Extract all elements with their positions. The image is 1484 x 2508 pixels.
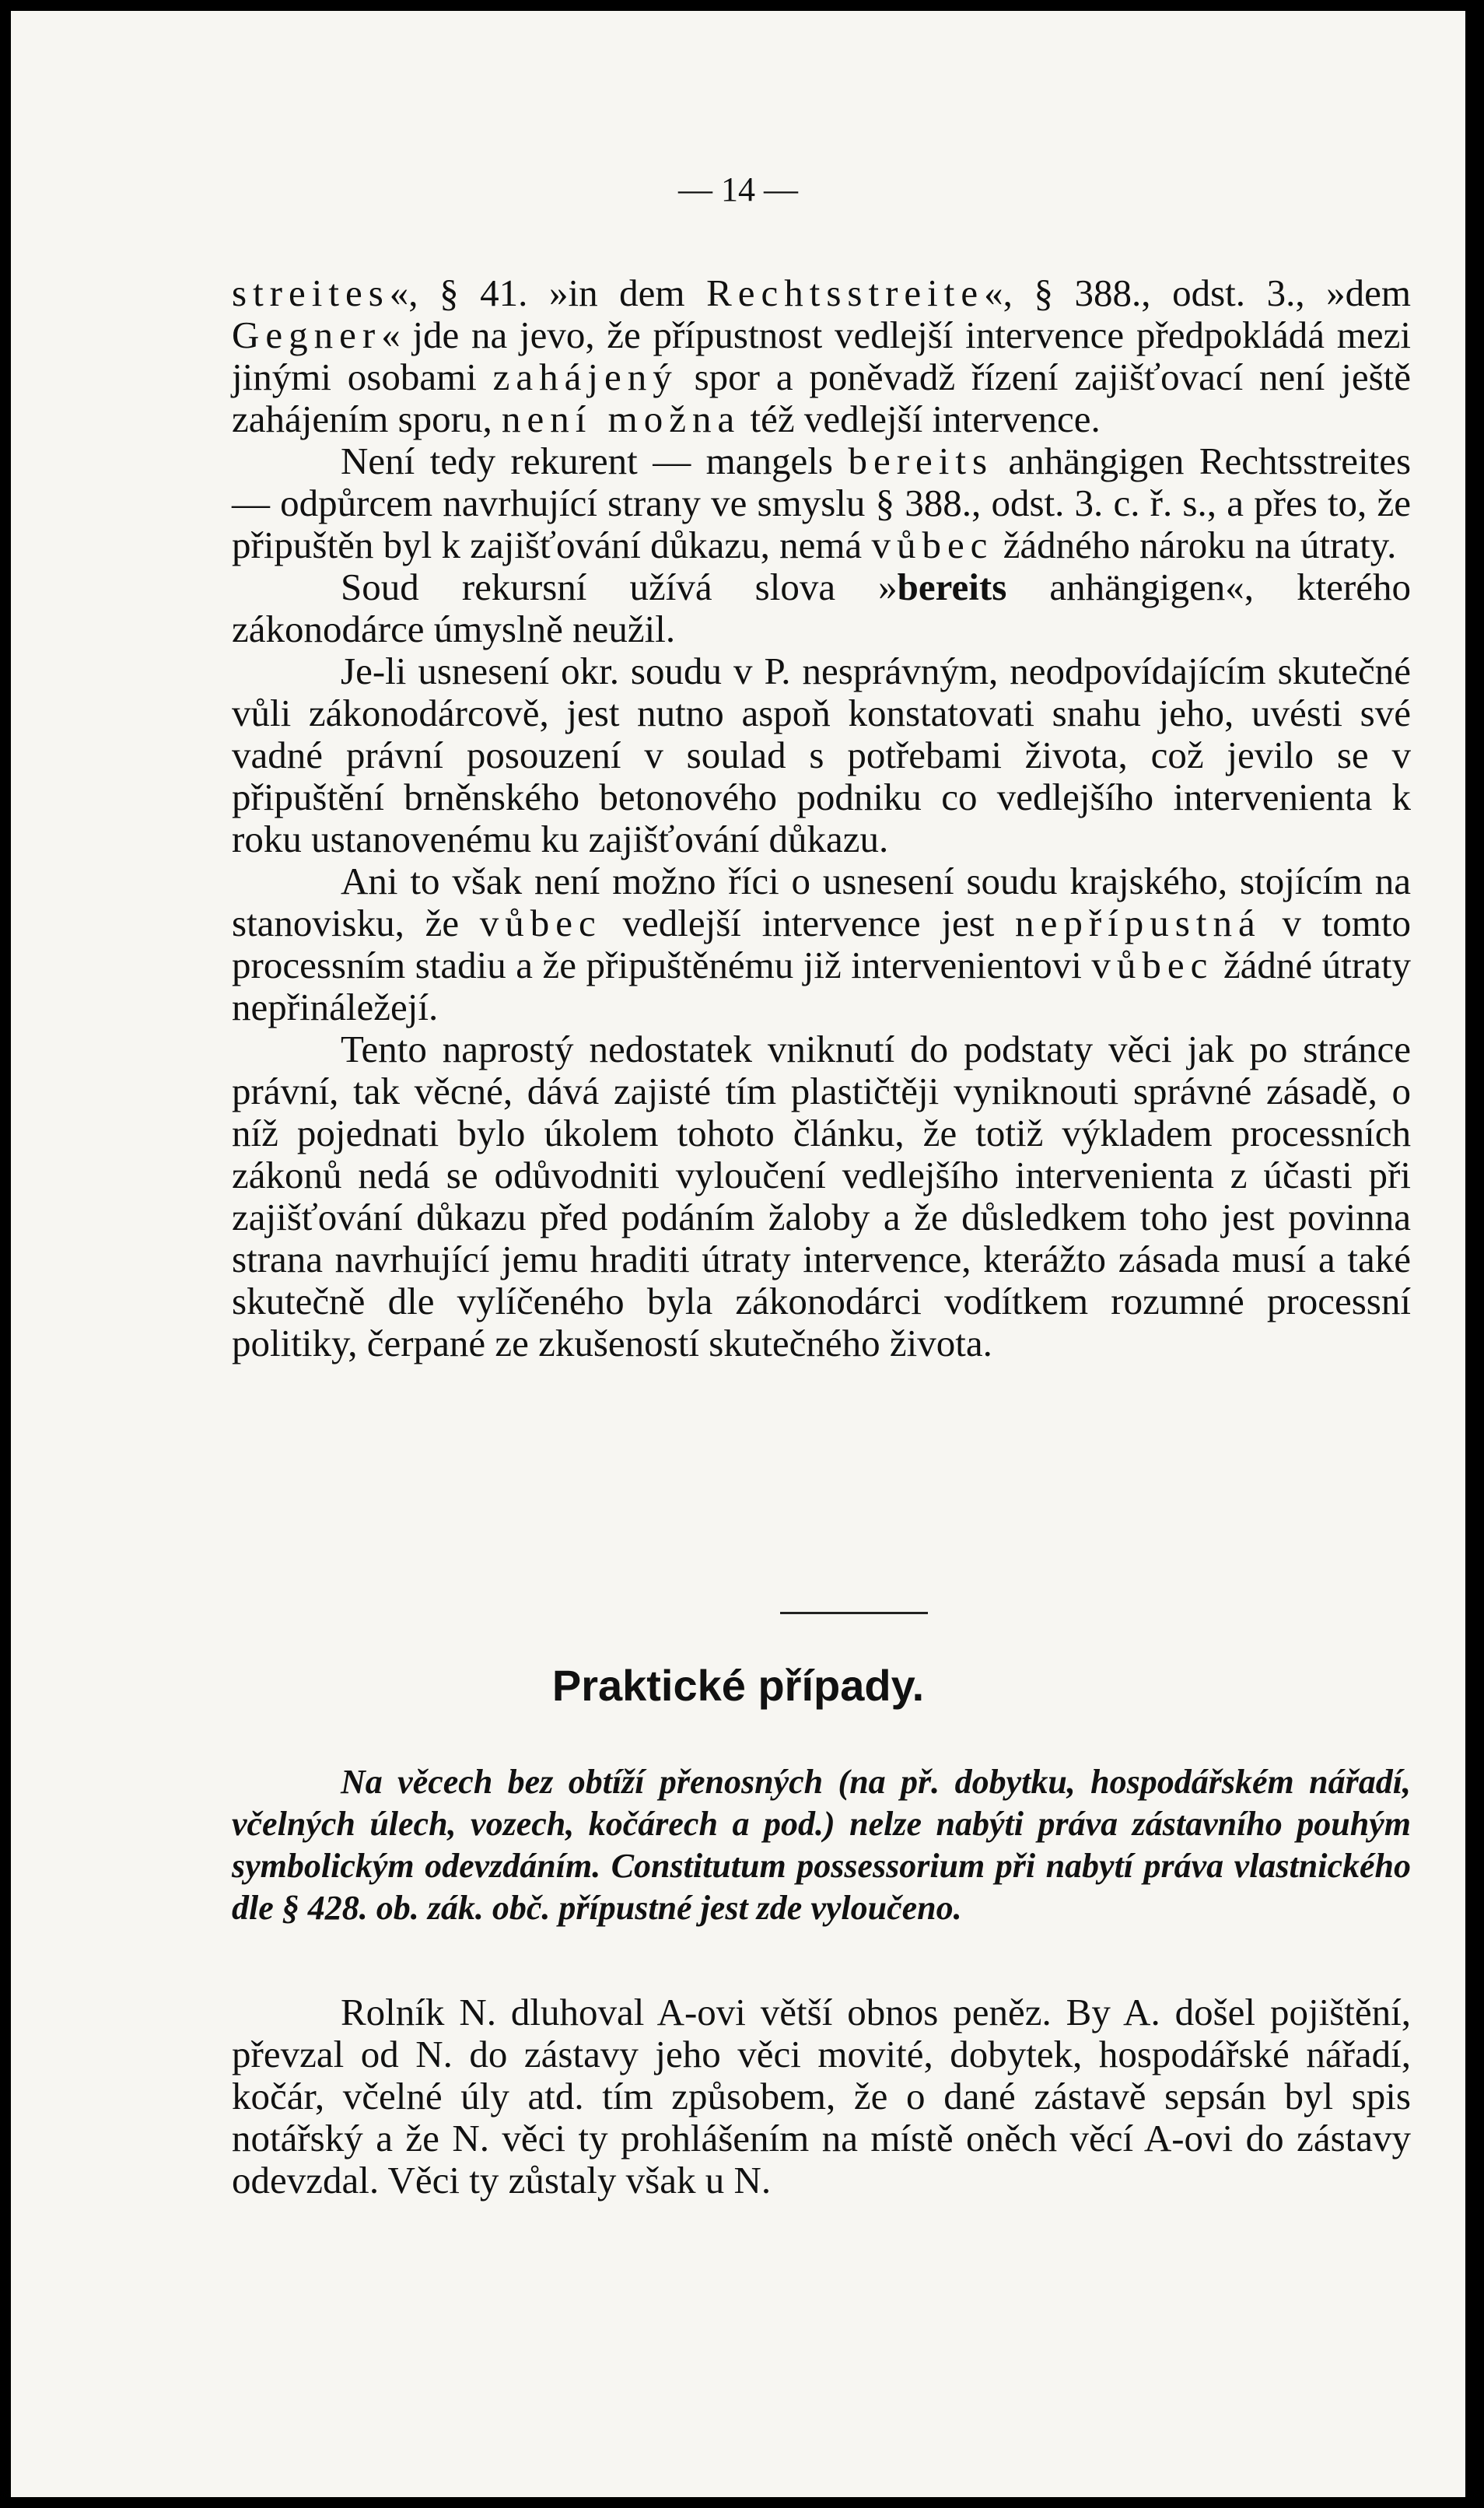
body-text bbox=[232, 272, 1411, 1364]
section-divider bbox=[780, 1612, 928, 1614]
emphasis-vubec: vůbec bbox=[1091, 944, 1214, 986]
paragraph-3 bbox=[232, 566, 1411, 650]
text-run: Soud rekursní užívá slova » bbox=[341, 566, 898, 608]
emphasis-rechtsstreite: Rechtsstreite bbox=[706, 271, 985, 314]
text-run: Není tedy rekurent — mangels bbox=[341, 440, 849, 482]
paragraph-5 bbox=[232, 860, 1411, 1028]
case-paragraph: Rolník N. dluhoval A-ovi větší obnos peněz. By A. došel pojištění, převzal od N. do zástavy jeho věci movité, dobytek, hospodářské nářadí, kočár, včelné úly atd. tím způsobem, že o dané zástavě sepsán byl spis notářský a že N. věci ty prohlášením na místě oněch věcí A-ovi do zástavy odevzdal. Věci ty zůstaly však u N. bbox=[232, 1991, 1411, 2202]
text-run: též vedlejší intervence. bbox=[740, 398, 1101, 440]
emphasis-bereits-bold: bereits bbox=[897, 566, 1007, 608]
case-text bbox=[232, 1991, 1411, 2202]
section-heading: Praktické případy. bbox=[551, 1661, 925, 1710]
page-number: — 14 — bbox=[678, 170, 798, 208]
case-summary-text: Na věcech bez obtíží přenosných (na př. dobytku, hospodářském nářadí, včelných úlech, vozech, kočárech a pod.) nelze nabýti práva zástavního pouhým symbolickým odevzdáním. Constitutum possessorium při nabytí práva vlastnického dle § 428. ob. zák. obč. přípustné jest zde vyloučeno. bbox=[232, 1763, 1411, 1927]
scan-edge bbox=[1465, 0, 1484, 2508]
paragraph-2 bbox=[232, 440, 1411, 566]
case-summary bbox=[232, 1761, 1411, 1929]
text-run: «, § 388., odst. 3., »dem bbox=[984, 271, 1411, 314]
text-run: anhängigen Rechtsstreites — odpůrcem navrhující strany ve smyslu § 388., odst. 3. c. ř. s., a přes to, že připuštěn byl k zajišťování důkazu, nemá bbox=[232, 440, 1412, 566]
emphasis-neni-mozna: není možna bbox=[501, 398, 741, 440]
text-run: žádného nároku na útraty. bbox=[993, 524, 1397, 566]
emphasis-gegner: Gegner bbox=[232, 314, 382, 356]
text-run: anhängigen«, kterého zákonodárce úmyslně neužil. bbox=[232, 566, 1411, 650]
text-run: v tomto processním stadiu a že připuštěnému již intervenientovi bbox=[232, 902, 1411, 986]
emphasis-bereits: bereits bbox=[848, 440, 994, 482]
emphasis-vubec: vůbec bbox=[479, 902, 602, 944]
paragraph-4: Je-li usnesení okr. soudu v P. nesprávným, neodpovídajícím skutečné vůli zákonodárcově, jest nutno aspoň konstatovati snahu jeho, uvésti své vadné právní posouzení v soulad s potřebami života, což jevilo se v připuštění brněnského betonového podniku co vedlejšího intervenienta k roku ustanovenému ku zajišťování důkazu. bbox=[232, 650, 1411, 860]
emphasis-nepripustna: nepřípustná bbox=[1015, 902, 1262, 944]
text-run: žádné útraty nepřináležejí. bbox=[232, 944, 1411, 1028]
text-run: spor a poněvadž řízení zajišťovací není ještě zahájením sporu, bbox=[232, 356, 1412, 440]
emphasis-streites: streites bbox=[232, 271, 390, 314]
emphasis-zahajeny: zahájený bbox=[492, 356, 678, 398]
paragraph-6: Tento naprostý nedostatek vniknutí do podstaty věci jak po stránce právní, tak věcné, dává zajisté tím plastičtěji vyniknouti správné zásadě, o níž pojednati bylo úkolem tohoto článku, že totiž výkladem processních zákonů nedá se odůvodniti vyloučení vedlejšího intervenienta z účasti při zajišťování důkazu před podáním žaloby a že důsledkem toho jest povinna strana navrhující jemu hraditi útraty intervence, kterážto zásada musí a také skutečně dle vylíčeného byla zákonodárci vodítkem rozumné processní politiky, čerpané ze zkušeností skutečného života. bbox=[232, 1028, 1411, 1364]
emphasis-vubec: vůbec bbox=[871, 524, 994, 566]
text-run: vedlejší intervence jest bbox=[601, 902, 1016, 944]
text-run: «, § 41. »in dem bbox=[389, 271, 707, 314]
text-run: « jde na jevo, že přípustnost vedlejší intervence předpokládá mezi jinými osobami bbox=[232, 314, 1411, 398]
page-sheet bbox=[11, 11, 1465, 2497]
text-run: Ani to však není možno říci o usnesení soudu krajského, stojícím na stanovisku, že bbox=[232, 860, 1411, 944]
paragraph-1 bbox=[232, 272, 1411, 440]
